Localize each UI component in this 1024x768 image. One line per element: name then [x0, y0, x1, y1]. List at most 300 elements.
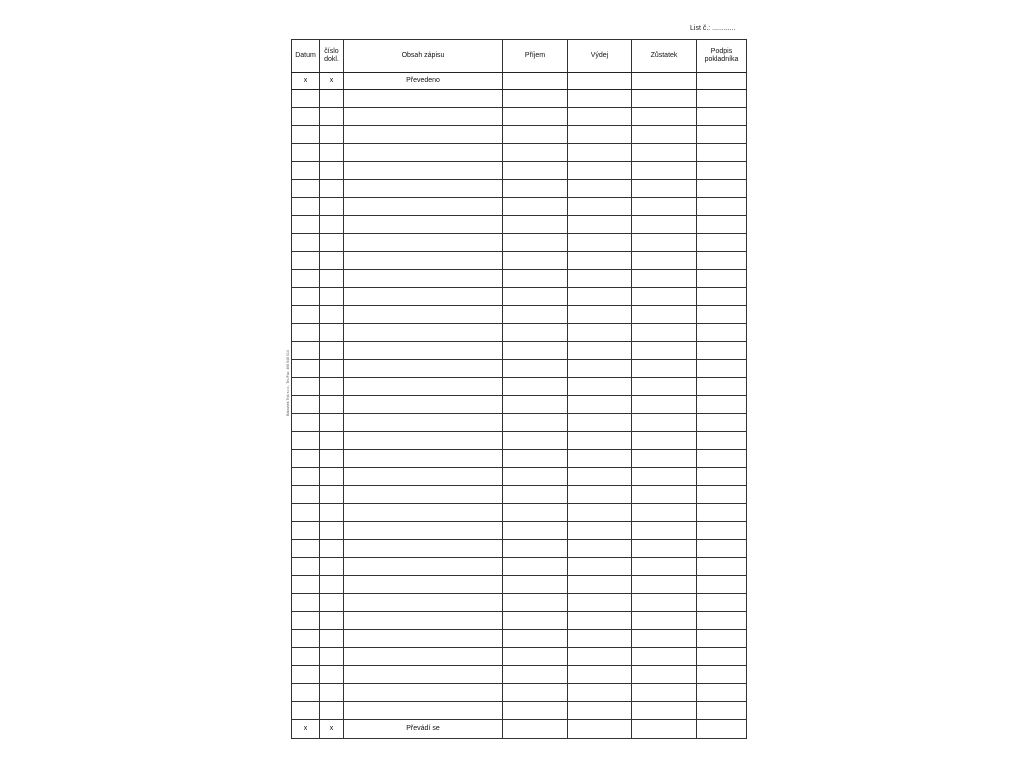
signature-cell[interactable] — [697, 684, 747, 702]
content-cell[interactable] — [344, 468, 503, 486]
signature-cell[interactable] — [697, 504, 747, 522]
income-cell[interactable] — [503, 486, 568, 504]
doc-number-cell[interactable] — [320, 252, 344, 270]
balance-cell[interactable] — [632, 342, 697, 360]
doc-number-cell[interactable] — [320, 522, 344, 540]
income-cell[interactable] — [503, 342, 568, 360]
expense-cell[interactable] — [568, 558, 632, 576]
cash-ledger-table — [291, 39, 747, 739]
date-cell[interactable] — [292, 180, 320, 198]
income-cell[interactable] — [503, 522, 568, 540]
doc-number-cell[interactable] — [320, 540, 344, 558]
carried-forward-income[interactable] — [503, 73, 568, 90]
doc-number-cell[interactable] — [320, 612, 344, 630]
doc-number-cell[interactable] — [320, 684, 344, 702]
signature-cell[interactable] — [697, 666, 747, 684]
income-cell[interactable] — [503, 450, 568, 468]
expense-cell[interactable] — [568, 630, 632, 648]
expense-cell[interactable] — [568, 576, 632, 594]
doc-number-cell[interactable] — [320, 594, 344, 612]
expense-cell[interactable] — [568, 396, 632, 414]
content-cell[interactable] — [344, 162, 503, 180]
content-cell[interactable] — [344, 576, 503, 594]
date-cell[interactable] — [292, 144, 320, 162]
signature-cell[interactable] — [697, 252, 747, 270]
ledger-row — [292, 558, 747, 576]
signature-cell[interactable] — [697, 108, 747, 126]
balance-cell[interactable] — [632, 450, 697, 468]
column-header-income: Příjem — [503, 40, 568, 73]
content-cell[interactable] — [344, 288, 503, 306]
ledger-row — [292, 252, 747, 270]
date-cell[interactable] — [292, 270, 320, 288]
balance-cell[interactable] — [632, 126, 697, 144]
income-cell[interactable] — [503, 558, 568, 576]
ledger-row — [292, 378, 747, 396]
signature-cell[interactable] — [697, 576, 747, 594]
carry-over-expense[interactable] — [568, 720, 632, 739]
signature-cell[interactable] — [697, 468, 747, 486]
carry-over-doc: x — [320, 720, 344, 739]
content-cell[interactable] — [344, 306, 503, 324]
column-header-signature: Podpis pokladníka — [697, 40, 747, 73]
signature-cell[interactable] — [697, 432, 747, 450]
content-cell[interactable] — [344, 396, 503, 414]
content-cell[interactable] — [344, 684, 503, 702]
signature-cell[interactable] — [697, 450, 747, 468]
signature-cell[interactable] — [697, 558, 747, 576]
signature-cell[interactable] — [697, 378, 747, 396]
content-cell[interactable] — [344, 504, 503, 522]
signature-cell[interactable] — [697, 594, 747, 612]
income-cell[interactable] — [503, 630, 568, 648]
date-cell[interactable] — [292, 342, 320, 360]
content-cell[interactable] — [344, 360, 503, 378]
income-cell[interactable] — [503, 162, 568, 180]
date-cell[interactable] — [292, 504, 320, 522]
content-cell[interactable] — [344, 378, 503, 396]
ledger-row — [292, 198, 747, 216]
content-cell[interactable] — [344, 126, 503, 144]
balance-cell[interactable] — [632, 378, 697, 396]
expense-cell[interactable] — [568, 666, 632, 684]
ledger-row — [292, 234, 747, 252]
date-cell[interactable] — [292, 702, 320, 720]
sheet-number-label: List č.: ............ — [690, 25, 736, 32]
ledger-row — [292, 180, 747, 198]
doc-number-cell[interactable] — [320, 90, 344, 108]
expense-cell[interactable] — [568, 108, 632, 126]
carry-over-balance[interactable] — [632, 720, 697, 739]
income-cell[interactable] — [503, 468, 568, 486]
content-cell[interactable] — [344, 324, 503, 342]
income-cell[interactable] — [503, 270, 568, 288]
balance-cell[interactable] — [632, 162, 697, 180]
doc-number-cell[interactable] — [320, 360, 344, 378]
ledger-row — [292, 108, 747, 126]
ledger-row — [292, 666, 747, 684]
expense-cell[interactable] — [568, 180, 632, 198]
balance-cell[interactable] — [632, 198, 697, 216]
column-header-expense: Výdej — [568, 40, 632, 73]
date-cell[interactable] — [292, 126, 320, 144]
income-cell[interactable] — [503, 288, 568, 306]
date-cell[interactable] — [292, 396, 320, 414]
column-header-content: Obsah zápisu — [344, 40, 503, 73]
doc-number-cell[interactable] — [320, 558, 344, 576]
income-cell[interactable] — [503, 702, 568, 720]
ledger-row — [292, 324, 747, 342]
income-cell[interactable] — [503, 396, 568, 414]
carried-forward-doc: x — [320, 73, 344, 90]
date-cell[interactable] — [292, 522, 320, 540]
signature-cell[interactable] — [697, 324, 747, 342]
balance-cell[interactable] — [632, 306, 697, 324]
carried-forward-expense[interactable] — [568, 73, 632, 90]
doc-number-cell[interactable] — [320, 288, 344, 306]
balance-cell[interactable] — [632, 234, 697, 252]
doc-number-cell[interactable] — [320, 162, 344, 180]
doc-number-cell[interactable] — [320, 306, 344, 324]
ledger-row — [292, 504, 747, 522]
ledger-row — [292, 342, 747, 360]
date-cell[interactable] — [292, 486, 320, 504]
date-cell[interactable] — [292, 324, 320, 342]
date-cell[interactable] — [292, 378, 320, 396]
expense-cell[interactable] — [568, 702, 632, 720]
doc-number-cell[interactable] — [320, 486, 344, 504]
doc-number-cell[interactable] — [320, 126, 344, 144]
expense-cell[interactable] — [568, 234, 632, 252]
expense-cell[interactable] — [568, 144, 632, 162]
expense-cell[interactable] — [568, 648, 632, 666]
ledger-row — [292, 594, 747, 612]
ledger-row — [292, 288, 747, 306]
content-cell[interactable] — [344, 414, 503, 432]
balance-cell[interactable] — [632, 540, 697, 558]
doc-number-cell[interactable] — [320, 396, 344, 414]
doc-number-cell[interactable] — [320, 378, 344, 396]
signature-cell[interactable] — [697, 126, 747, 144]
balance-cell[interactable] — [632, 468, 697, 486]
content-cell[interactable] — [344, 234, 503, 252]
carried-forward-balance[interactable] — [632, 73, 697, 90]
income-cell[interactable] — [503, 234, 568, 252]
ledger-row — [292, 126, 747, 144]
expense-cell[interactable] — [568, 468, 632, 486]
date-cell[interactable] — [292, 684, 320, 702]
date-cell[interactable] — [292, 432, 320, 450]
content-cell[interactable] — [344, 540, 503, 558]
doc-number-cell[interactable] — [320, 216, 344, 234]
signature-cell[interactable] — [697, 522, 747, 540]
header-row — [292, 40, 747, 73]
expense-cell[interactable] — [568, 216, 632, 234]
content-cell[interactable] — [344, 144, 503, 162]
balance-cell[interactable] — [632, 270, 697, 288]
signature-cell[interactable] — [697, 648, 747, 666]
expense-cell[interactable] — [568, 612, 632, 630]
ledger-row — [292, 522, 747, 540]
expense-cell[interactable] — [568, 414, 632, 432]
signature-cell[interactable] — [697, 702, 747, 720]
signature-cell[interactable] — [697, 396, 747, 414]
income-cell[interactable] — [503, 684, 568, 702]
income-cell[interactable] — [503, 666, 568, 684]
expense-cell[interactable] — [568, 540, 632, 558]
date-cell[interactable] — [292, 90, 320, 108]
content-cell[interactable] — [344, 522, 503, 540]
expense-cell[interactable] — [568, 270, 632, 288]
date-cell[interactable] — [292, 630, 320, 648]
income-cell[interactable] — [503, 180, 568, 198]
date-cell[interactable] — [292, 594, 320, 612]
expense-cell[interactable] — [568, 162, 632, 180]
balance-cell[interactable] — [632, 396, 697, 414]
ledger-row — [292, 612, 747, 630]
signature-cell[interactable] — [697, 144, 747, 162]
content-cell[interactable] — [344, 432, 503, 450]
ledger-row — [292, 432, 747, 450]
doc-number-cell[interactable] — [320, 108, 344, 126]
balance-cell[interactable] — [632, 504, 697, 522]
doc-number-cell[interactable] — [320, 648, 344, 666]
date-cell[interactable] — [292, 234, 320, 252]
expense-cell[interactable] — [568, 378, 632, 396]
balance-cell[interactable] — [632, 252, 697, 270]
income-cell[interactable] — [503, 576, 568, 594]
balance-cell[interactable] — [632, 90, 697, 108]
income-cell[interactable] — [503, 306, 568, 324]
signature-cell[interactable] — [697, 90, 747, 108]
expense-cell[interactable] — [568, 450, 632, 468]
carry-over-label: Převádí se — [344, 720, 503, 739]
ledger-row — [292, 414, 747, 432]
content-cell[interactable] — [344, 702, 503, 720]
signature-cell[interactable] — [697, 216, 747, 234]
balance-cell[interactable] — [632, 612, 697, 630]
carry-over-signature[interactable] — [697, 720, 747, 739]
signature-cell[interactable] — [697, 162, 747, 180]
date-cell[interactable] — [292, 576, 320, 594]
income-cell[interactable] — [503, 414, 568, 432]
content-cell[interactable] — [344, 198, 503, 216]
content-cell[interactable] — [344, 450, 503, 468]
ledger-row — [292, 702, 747, 720]
date-cell[interactable] — [292, 648, 320, 666]
balance-cell[interactable] — [632, 486, 697, 504]
content-cell[interactable] — [344, 90, 503, 108]
content-cell[interactable] — [344, 558, 503, 576]
content-cell[interactable] — [344, 216, 503, 234]
signature-cell[interactable] — [697, 288, 747, 306]
doc-number-cell[interactable] — [320, 198, 344, 216]
income-cell[interactable] — [503, 594, 568, 612]
balance-cell[interactable] — [632, 594, 697, 612]
date-cell[interactable] — [292, 216, 320, 234]
carried-forward-signature[interactable] — [697, 73, 747, 90]
ledger-row — [292, 270, 747, 288]
content-cell[interactable] — [344, 612, 503, 630]
date-cell[interactable] — [292, 162, 320, 180]
date-cell[interactable] — [292, 198, 320, 216]
income-cell[interactable] — [503, 360, 568, 378]
date-cell[interactable] — [292, 666, 320, 684]
ledger-row — [292, 90, 747, 108]
balance-cell[interactable] — [632, 558, 697, 576]
doc-number-cell[interactable] — [320, 270, 344, 288]
doc-number-cell[interactable] — [320, 450, 344, 468]
signature-cell[interactable] — [697, 180, 747, 198]
income-cell[interactable] — [503, 108, 568, 126]
balance-cell[interactable] — [632, 180, 697, 198]
balance-cell[interactable] — [632, 108, 697, 126]
income-cell[interactable] — [503, 144, 568, 162]
signature-cell[interactable] — [697, 612, 747, 630]
expense-cell[interactable] — [568, 504, 632, 522]
ledger-row — [292, 684, 747, 702]
expense-cell[interactable] — [568, 342, 632, 360]
column-header-doc-number: číslo dokl. — [320, 40, 344, 73]
balance-cell[interactable] — [632, 144, 697, 162]
expense-cell[interactable] — [568, 486, 632, 504]
date-cell[interactable] — [292, 414, 320, 432]
doc-number-cell[interactable] — [320, 576, 344, 594]
signature-cell[interactable] — [697, 486, 747, 504]
content-cell[interactable] — [344, 342, 503, 360]
expense-cell[interactable] — [568, 288, 632, 306]
column-header-balance: Zůstatek — [632, 40, 697, 73]
content-cell[interactable] — [344, 648, 503, 666]
date-cell[interactable] — [292, 252, 320, 270]
expense-cell[interactable] — [568, 324, 632, 342]
date-cell[interactable] — [292, 288, 320, 306]
income-cell[interactable] — [503, 612, 568, 630]
doc-number-cell[interactable] — [320, 666, 344, 684]
expense-cell[interactable] — [568, 90, 632, 108]
balance-cell[interactable] — [632, 684, 697, 702]
signature-cell[interactable] — [697, 306, 747, 324]
content-cell[interactable] — [344, 666, 503, 684]
balance-cell[interactable] — [632, 576, 697, 594]
date-cell[interactable] — [292, 306, 320, 324]
carry-over-date: x — [292, 720, 320, 739]
ledger-row — [292, 306, 747, 324]
income-cell[interactable] — [503, 378, 568, 396]
date-cell[interactable] — [292, 540, 320, 558]
signature-cell[interactable] — [697, 630, 747, 648]
content-cell[interactable] — [344, 180, 503, 198]
printer-imprint: Baloušek Tisk s.r.o., Tel./Fax: 466 648 014 — [286, 350, 290, 416]
income-cell[interactable] — [503, 432, 568, 450]
balance-cell[interactable] — [632, 522, 697, 540]
ledger-row — [292, 630, 747, 648]
date-cell[interactable] — [292, 468, 320, 486]
ledger-row — [292, 162, 747, 180]
ledger-row — [292, 648, 747, 666]
carry-over-row — [292, 720, 747, 739]
date-cell[interactable] — [292, 360, 320, 378]
doc-number-cell[interactable] — [320, 504, 344, 522]
income-cell[interactable] — [503, 648, 568, 666]
ledger-row — [292, 396, 747, 414]
expense-cell[interactable] — [568, 360, 632, 378]
expense-cell[interactable] — [568, 306, 632, 324]
balance-cell[interactable] — [632, 432, 697, 450]
signature-cell[interactable] — [697, 414, 747, 432]
doc-number-cell[interactable] — [320, 234, 344, 252]
expense-cell[interactable] — [568, 684, 632, 702]
income-cell[interactable] — [503, 324, 568, 342]
content-cell[interactable] — [344, 486, 503, 504]
balance-cell[interactable] — [632, 648, 697, 666]
doc-number-cell[interactable] — [320, 342, 344, 360]
doc-number-cell[interactable] — [320, 180, 344, 198]
doc-number-cell[interactable] — [320, 324, 344, 342]
signature-cell[interactable] — [697, 360, 747, 378]
doc-number-cell[interactable] — [320, 630, 344, 648]
carried-forward-label: Převedeno — [344, 73, 503, 90]
expense-cell[interactable] — [568, 126, 632, 144]
income-cell[interactable] — [503, 198, 568, 216]
expense-cell[interactable] — [568, 594, 632, 612]
balance-cell[interactable] — [632, 288, 697, 306]
ledger-row — [292, 450, 747, 468]
content-cell[interactable] — [344, 594, 503, 612]
content-cell[interactable] — [344, 630, 503, 648]
expense-cell[interactable] — [568, 432, 632, 450]
content-cell[interactable] — [344, 252, 503, 270]
carried-forward-date: x — [292, 73, 320, 90]
content-cell[interactable] — [344, 270, 503, 288]
income-cell[interactable] — [503, 504, 568, 522]
income-cell[interactable] — [503, 540, 568, 558]
column-header-date: Datum — [292, 40, 320, 73]
carry-over-income[interactable] — [503, 720, 568, 739]
balance-cell[interactable] — [632, 324, 697, 342]
income-cell[interactable] — [503, 216, 568, 234]
doc-number-cell[interactable] — [320, 144, 344, 162]
date-cell[interactable] — [292, 558, 320, 576]
doc-number-cell[interactable] — [320, 702, 344, 720]
income-cell[interactable] — [503, 126, 568, 144]
expense-cell[interactable] — [568, 198, 632, 216]
balance-cell[interactable] — [632, 216, 697, 234]
balance-cell[interactable] — [632, 414, 697, 432]
signature-cell[interactable] — [697, 342, 747, 360]
date-cell[interactable] — [292, 450, 320, 468]
signature-cell[interactable] — [697, 270, 747, 288]
ledger-row — [292, 144, 747, 162]
doc-number-cell[interactable] — [320, 432, 344, 450]
income-cell[interactable] — [503, 252, 568, 270]
signature-cell[interactable] — [697, 234, 747, 252]
balance-cell[interactable] — [632, 666, 697, 684]
expense-cell[interactable] — [568, 522, 632, 540]
date-cell[interactable] — [292, 108, 320, 126]
content-cell[interactable] — [344, 108, 503, 126]
date-cell[interactable] — [292, 612, 320, 630]
doc-number-cell[interactable] — [320, 414, 344, 432]
signature-cell[interactable] — [697, 540, 747, 558]
balance-cell[interactable] — [632, 360, 697, 378]
income-cell[interactable] — [503, 90, 568, 108]
doc-number-cell[interactable] — [320, 468, 344, 486]
balance-cell[interactable] — [632, 702, 697, 720]
signature-cell[interactable] — [697, 198, 747, 216]
balance-cell[interactable] — [632, 630, 697, 648]
expense-cell[interactable] — [568, 252, 632, 270]
